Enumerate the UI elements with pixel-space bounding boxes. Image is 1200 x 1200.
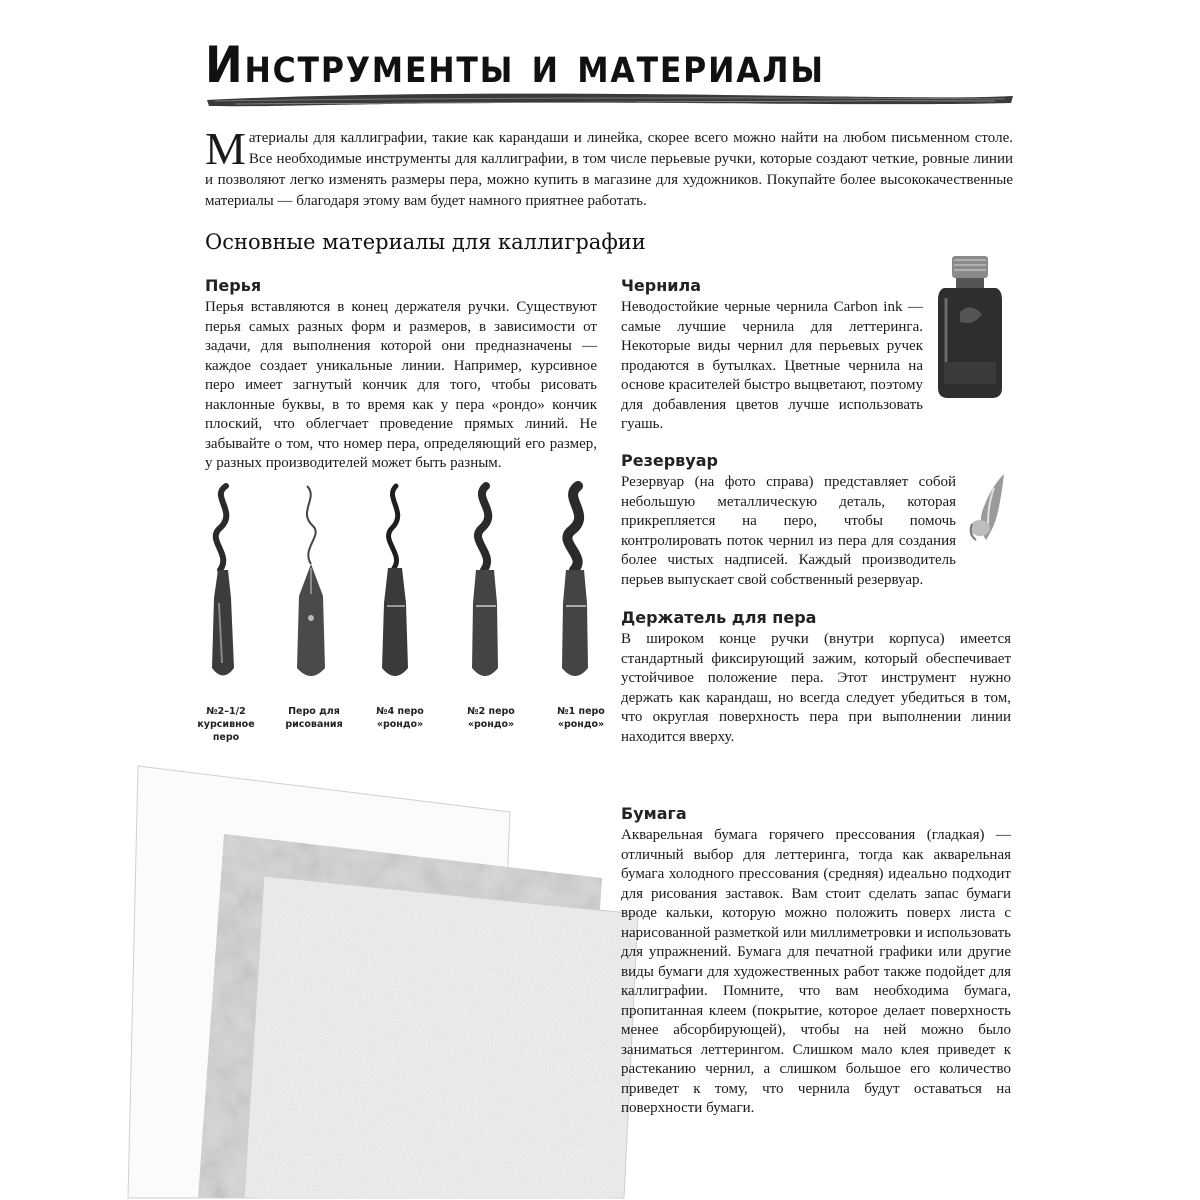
reservoir-heading: Резервуар [621, 451, 718, 470]
nibs-heading: Перья [205, 276, 262, 295]
reservoir-icon [960, 468, 1020, 548]
rondo-4-nib-icon [370, 478, 420, 688]
reservoir-text: Резервуар (на фото справа) представляет собой небольшую металлическую деталь, которая прикрепляется на перо, чтобы помочь контролировать поток чернил из пера для создания более чистых надписей. Каждый производитель перьев выпускает свой собственный резервуар. [621, 474, 956, 588]
section-subtitle: Основные материалы для каллиграфии [205, 230, 646, 254]
nib-caption-5: №1 перо «рондо» [557, 706, 605, 730]
ink-bottle-icon [930, 252, 1010, 402]
intro-text: атериалы для каллиграфии, такие как карандаши и линейка, скорее всего можно найти на любом письменном столе. Все необходимые инструменты для каллиграфии, в том числе перьевые ручки, которые создают четкие, ровные линии и позволяют легко изменять размеры пера, можно купить в магазине для художников. Покупайте более высококачественные материалы — благодаря этому вам будет намного приятнее работать. [205, 130, 1013, 209]
holder-heading: Держатель для пера [621, 608, 817, 627]
drawing-nib-icon [285, 478, 335, 688]
page-title: Инструменты и материалы [205, 36, 825, 94]
holder-text: В широком конце ручки (внутри корпуса) имеется стандартный фиксирующий зажим, который обеспечивает устойчивое положение пера. Этот инструмент нужно держать как карандаш, но всегда следует убедиться в том, что округлая поверхность пера при выполнении линии находится вверху. [621, 631, 1011, 745]
paper-heading: Бумага [621, 804, 687, 823]
drop-cap: М [205, 123, 246, 174]
rondo-1-nib-icon [550, 478, 600, 688]
italic-nib-icon [198, 478, 248, 688]
nib-caption-3: №4 перо «рондо» [376, 706, 424, 730]
paper-text: Акварельная бумага горячего прессования (гладкая) — отличный выбор для леттеринга, тогда как акварельная бумага холодного прессования (средняя) идеально подходит для рисования заставок. Вам стоит сделать запас бумаги вроде кальки, которую можно положить поверх листа с нарисованной разметкой или миллиметровки и использовать для упражнений. Бумага для печатной графики или другие виды бумаги для художественных работ также подойдет для каллиграфии. Помните, что вам необходима бумага, пропитанная клеем (покрытие, которое делает поверхность менее абсорбирующей), чтобы на ней можно было заниматься леттерингом. Слишком мало клея приведет к растеканию чернил, а слишком большое его количество приведет к тому, что чернила будут оставаться на поверхности бумаги. [621, 827, 1011, 1116]
intro-paragraph [205, 123, 1013, 212]
nib-caption-2: Перо для рисования [285, 706, 343, 730]
ink-text: Неводостойкие черные чернила Carbon ink — самые лучшие чернила для леттеринга. Некоторые виды чернил для перьевых ручек продаются в бутылках. Цветные чернила на основе красителей быстро выцветают, поэтому для добавления цветов лучше использовать гуашь. [621, 299, 923, 432]
paper-sheets-image [126, 762, 646, 1200]
nib-caption-4: №2 перо «рондо» [467, 706, 515, 730]
brush-stroke-divider [205, 88, 1015, 110]
rondo-2-nib-icon [460, 478, 510, 688]
nibs-text: Перья вставляются в конец держателя ручки. Существуют перья самых разных форм и размеров, в зависимости от задачи, для выполнения которой они предназначены — каждое создает уникальные линии. Например, курсивное перо имеет загнутый кончик для того, чтобы рисовать наклонные буквы, в то время как у пера «рондо» кончик плоский, что облегчает проведение прямых линий. Не забывайте о том, что номер пера, определяющий его размер, у разных производителей может быть разным. [205, 299, 597, 471]
ink-heading: Чернила [621, 276, 702, 295]
nib-caption-1: №2–1/2 курсивное перо [197, 706, 255, 743]
